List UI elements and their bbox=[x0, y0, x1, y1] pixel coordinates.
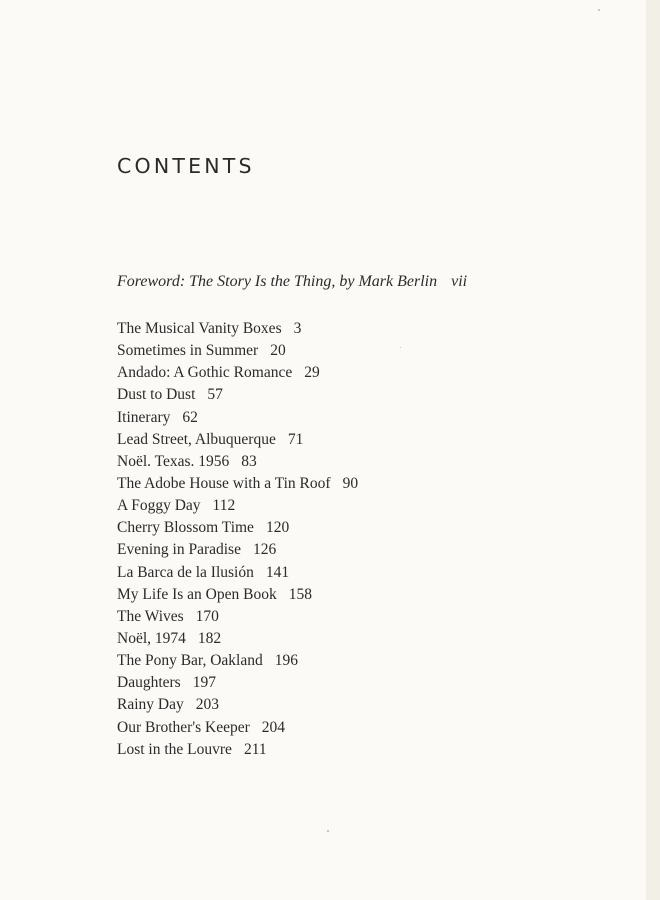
entry-title: La Barca de la Ilusión bbox=[117, 563, 254, 581]
list-item bbox=[117, 362, 358, 384]
table-of-contents-list bbox=[117, 318, 358, 761]
foreword-page-number: vii bbox=[451, 273, 468, 290]
foreword-entry bbox=[117, 273, 467, 291]
paper-speck bbox=[598, 9, 600, 11]
entry-title: Our Brother's Keeper bbox=[117, 718, 250, 736]
list-item bbox=[117, 451, 358, 473]
list-item bbox=[117, 628, 358, 650]
entry-title: The Pony Bar, Oakland bbox=[117, 652, 263, 670]
list-item bbox=[117, 495, 358, 517]
entry-title: Evening in Paradise bbox=[117, 541, 241, 559]
entry-page-number: 126 bbox=[252, 541, 277, 559]
entry-page-number: 203 bbox=[195, 696, 219, 714]
list-item bbox=[117, 650, 358, 672]
entry-page-number: 211 bbox=[243, 740, 267, 758]
entry-title: Daughters bbox=[117, 674, 181, 692]
entry-page-number: 120 bbox=[265, 519, 290, 537]
entry-page-number: 158 bbox=[288, 585, 312, 603]
list-item bbox=[117, 739, 358, 761]
entry-title: The Adobe House with a Tin Roof bbox=[117, 474, 331, 492]
entry-title: The Musical Vanity Boxes bbox=[117, 320, 282, 337]
entry-page-number: 62 bbox=[182, 408, 198, 426]
paper-speck bbox=[327, 830, 329, 832]
list-item bbox=[117, 672, 358, 694]
entry-title: The Wives bbox=[117, 607, 184, 625]
list-item bbox=[117, 429, 358, 451]
list-item bbox=[117, 517, 358, 539]
entry-title: My Life Is an Open Book bbox=[117, 585, 277, 603]
entry-title: Lost in the Louvre bbox=[117, 740, 232, 758]
entry-title: Rainy Day bbox=[117, 696, 184, 714]
entry-page-number: 182 bbox=[197, 629, 222, 647]
entry-title: Dust to Dust bbox=[117, 386, 196, 404]
entry-title: Itinerary bbox=[117, 408, 171, 426]
list-item bbox=[117, 539, 358, 561]
entry-title: A Foggy Day bbox=[117, 497, 201, 515]
foreword-title: Foreword: The Story Is the Thing, by Mark Berlin bbox=[117, 273, 438, 290]
list-item bbox=[117, 606, 358, 628]
entry-page-number: 3 bbox=[293, 320, 302, 337]
entry-title: Noël. Texas. 1956 bbox=[117, 452, 230, 470]
entry-title: Andado: A Gothic Romance bbox=[117, 364, 293, 382]
entry-title: Lead Street, Albuquerque bbox=[117, 430, 276, 448]
entry-page-number: 196 bbox=[274, 652, 298, 670]
list-item bbox=[117, 694, 358, 716]
paper-speck bbox=[400, 347, 401, 348]
entry-title: Cherry Blossom Time bbox=[117, 519, 254, 537]
entry-page-number: 170 bbox=[195, 607, 219, 625]
entry-page-number: 83 bbox=[241, 452, 257, 470]
list-item bbox=[117, 384, 358, 406]
list-item bbox=[117, 717, 358, 739]
contents-heading: CONTENTS bbox=[117, 154, 255, 178]
entry-page-number: 57 bbox=[207, 386, 223, 404]
entry-title: Sometimes in Summer bbox=[117, 342, 259, 360]
entry-page-number: 112 bbox=[212, 497, 236, 515]
list-item bbox=[117, 340, 358, 362]
entry-page-number: 197 bbox=[192, 674, 216, 692]
entry-page-number: 141 bbox=[265, 563, 290, 581]
list-item bbox=[117, 318, 358, 340]
entry-page-number: 29 bbox=[304, 364, 320, 382]
list-item bbox=[117, 584, 358, 606]
list-item bbox=[117, 407, 358, 429]
list-item bbox=[117, 473, 358, 495]
entry-page-number: 90 bbox=[342, 474, 359, 492]
entry-title: Noël, 1974 bbox=[117, 629, 186, 647]
list-item bbox=[117, 562, 358, 584]
entry-page-number: 20 bbox=[270, 342, 286, 360]
entry-page-number: 71 bbox=[287, 430, 304, 448]
entry-page-number: 204 bbox=[261, 718, 286, 736]
